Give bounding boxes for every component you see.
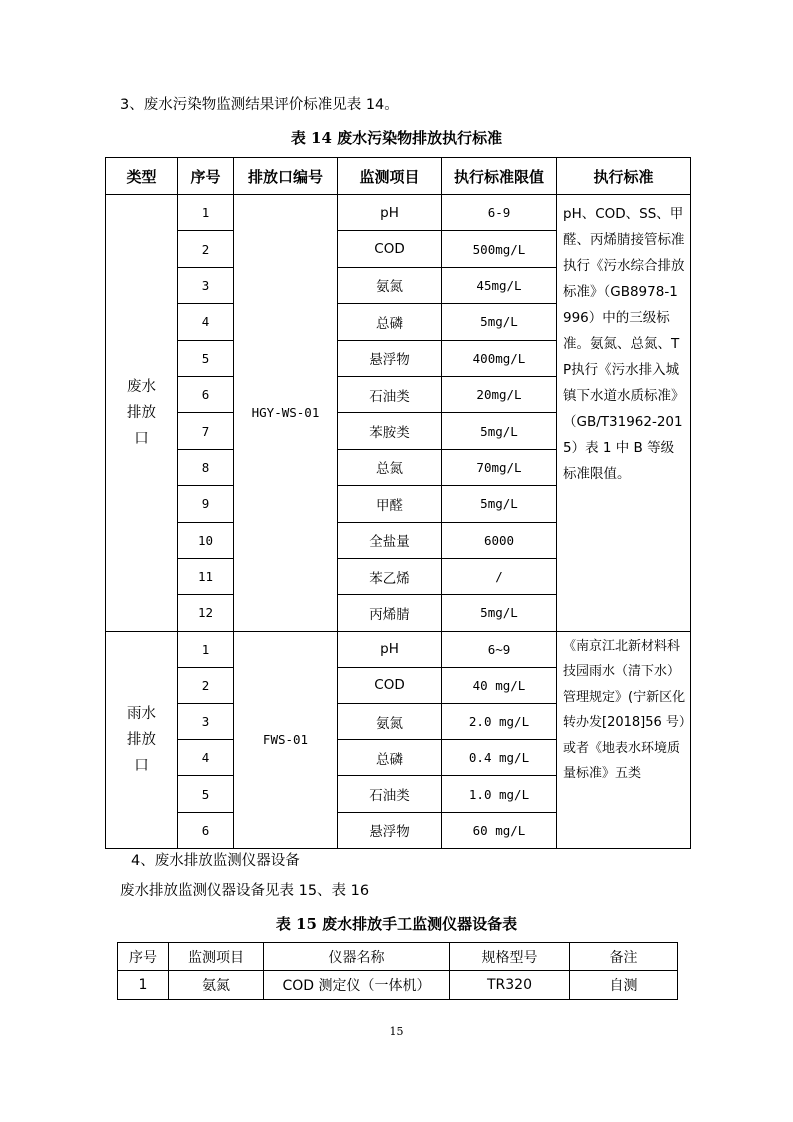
limit-value: 1.0 mg/L (442, 776, 557, 812)
row-number: 6 (178, 812, 234, 848)
header-cell: 排放口编号 (234, 158, 338, 195)
limit-value: 5mg/L (442, 595, 557, 631)
monitoring-item: 石油类 (338, 376, 442, 412)
header-cell: 规格型号 (450, 943, 570, 971)
header-cell: 监测项目 (338, 158, 442, 195)
table14-header-row (106, 158, 691, 195)
monitoring-item: 甲醛 (338, 486, 442, 522)
header-cell: 类型 (106, 158, 178, 195)
monitoring-item: 苯乙烯 (338, 558, 442, 594)
row-number: 6 (178, 376, 234, 412)
limit-value: 6-9 (442, 195, 557, 231)
monitoring-item: 悬浮物 (338, 340, 442, 376)
limit-value: 500mg/L (442, 231, 557, 267)
row-number: 5 (178, 340, 234, 376)
row-number: 1 (178, 195, 234, 231)
header-cell: 执行标准 (557, 158, 691, 195)
table15-header-row (118, 943, 678, 971)
header-cell: 备注 (570, 943, 678, 971)
header-cell: 仪器名称 (264, 943, 450, 971)
monitoring-item: 全盐量 (338, 522, 442, 558)
limit-value: 70mg/L (442, 449, 557, 485)
header-cell: 序号 (178, 158, 234, 195)
row-number: 3 (178, 704, 234, 740)
monitoring-item: 总氮 (338, 449, 442, 485)
limit-value: 5mg/L (442, 413, 557, 449)
limit-value: 20mg/L (442, 376, 557, 412)
table-row (118, 971, 678, 1000)
row-number: 1 (118, 971, 169, 1000)
outlet-type-cell: 雨水排放口 (106, 631, 178, 848)
row-number: 5 (178, 776, 234, 812)
header-cell: 监测项目 (169, 943, 264, 971)
monitoring-item: COD (338, 231, 442, 267)
table15-caption: 表 15 废水排放手工监测仪器设备表 (275, 915, 518, 933)
row-number: 4 (178, 304, 234, 340)
limit-value: 5mg/L (442, 486, 557, 522)
row-number: 12 (178, 595, 234, 631)
paragraph-item-4b: 废水排放监测仪器设备见表 15、表 16 (120, 883, 370, 899)
table14-caption: 表 14 废水污染物排放执行标准 (290, 129, 503, 147)
model-number: TR320 (450, 971, 570, 1000)
limit-value: 0.4 mg/L (442, 740, 557, 776)
remark: 自测 (570, 971, 678, 1000)
table-15 (117, 942, 678, 1000)
row-number: 10 (178, 522, 234, 558)
paragraph-item-4: 4、废水排放监测仪器设备 (131, 853, 300, 869)
standard-text-cell: pH、COD、SS、甲醛、丙烯腈接管标准执行《污水综合排放标准》（GB8978-1996）中的三级标准。氨氮、总氮、TP执行《污水排入城镇下水道水质标准》（GB/T31962-2015）表 1 中 B 等级标准限值。 (557, 195, 691, 632)
limit-value: 5mg/L (442, 304, 557, 340)
monitoring-item: 丙烯腈 (338, 595, 442, 631)
monitoring-item: pH (338, 195, 442, 231)
table-14 (105, 157, 691, 849)
limit-value: 60 mg/L (442, 812, 557, 848)
standard-text-cell: 《南京江北新材料科技园雨水（清下水）管理规定》(宁新区化转办发[2018]56 号）或者《地表水环境质量标准》五类 (557, 631, 691, 848)
limit-value: 40 mg/L (442, 667, 557, 703)
monitoring-item: 悬浮物 (338, 812, 442, 848)
table-row (106, 631, 691, 667)
monitoring-item: COD (338, 667, 442, 703)
limit-value: 45mg/L (442, 267, 557, 303)
outlet-code-cell: HGY-WS-01 (234, 195, 338, 632)
monitoring-item: 氨氮 (338, 267, 442, 303)
outlet-type-cell: 废水排放口 (106, 195, 178, 632)
limit-value: / (442, 558, 557, 594)
limit-value: 6~9 (442, 631, 557, 667)
row-number: 1 (178, 631, 234, 667)
monitoring-item: pH (338, 631, 442, 667)
row-number: 7 (178, 413, 234, 449)
table-row (106, 195, 691, 231)
row-number: 3 (178, 267, 234, 303)
row-number: 4 (178, 740, 234, 776)
row-number: 8 (178, 449, 234, 485)
header-cell: 序号 (118, 943, 169, 971)
instrument-name: COD 测定仪（一体机） (264, 971, 450, 1000)
outlet-code-cell: FWS-01 (234, 631, 338, 848)
paragraph-item-3: 3、废水污染物监测结果评价标准见表 14。 (120, 97, 399, 113)
limit-value: 6000 (442, 522, 557, 558)
limit-value: 400mg/L (442, 340, 557, 376)
monitoring-item: 石油类 (338, 776, 442, 812)
monitoring-item: 总磷 (338, 740, 442, 776)
row-number: 11 (178, 558, 234, 594)
page-number: 15 (389, 1025, 404, 1038)
header-cell: 执行标准限值 (442, 158, 557, 195)
monitoring-item: 总磷 (338, 304, 442, 340)
monitoring-item: 氨氮 (169, 971, 264, 1000)
monitoring-item: 苯胺类 (338, 413, 442, 449)
row-number: 2 (178, 231, 234, 267)
limit-value: 2.0 mg/L (442, 704, 557, 740)
row-number: 9 (178, 486, 234, 522)
monitoring-item: 氨氮 (338, 704, 442, 740)
row-number: 2 (178, 667, 234, 703)
